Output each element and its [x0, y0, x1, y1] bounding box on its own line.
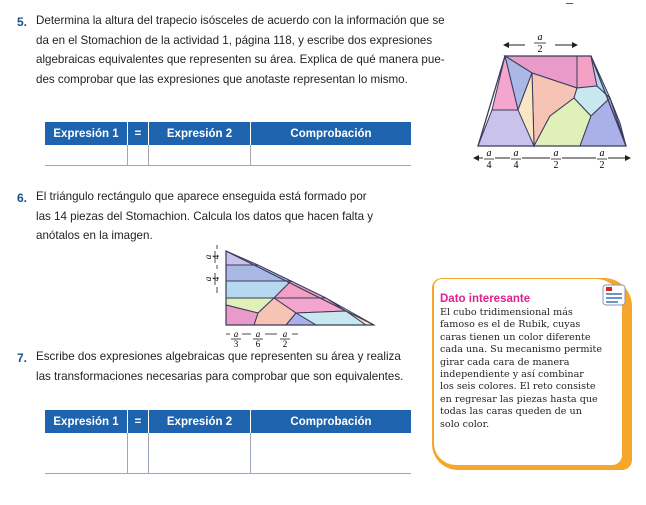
- trap-bottom-den-3: 2: [553, 160, 559, 171]
- trap-top-den: 2: [537, 44, 543, 55]
- trap-bottom-den-1: 4: [486, 160, 492, 171]
- trap-top-num: a: [537, 32, 543, 43]
- answer-cell-comprobacion[interactable]: [251, 145, 412, 166]
- dato-line: todas las caras queden de un: [440, 406, 582, 418]
- exercise-6-line: El triángulo rectángulo que aparece enseguida está formado por: [36, 190, 367, 203]
- header-comprobacion: Comprobación: [251, 122, 412, 145]
- exercise-5-line: des comprobar que las expresiones que anotaste representan lo mismo.: [36, 72, 408, 86]
- tri-left-num-1: a: [203, 254, 213, 260]
- answer-cell-expresion-2[interactable]: [149, 145, 251, 166]
- exercise-5-number: 5.: [17, 15, 28, 29]
- header-expresion-2: Expresión 2: [149, 410, 251, 433]
- exercise-6-line: anótalos en la imagen.: [36, 229, 153, 242]
- dato-line: independiente y así combinar: [440, 369, 584, 381]
- header-expresion-1: Expresión 1: [45, 122, 128, 145]
- tri-bottom-num-1: a: [233, 329, 239, 339]
- answer-cell-expresion-1[interactable]: [45, 145, 128, 166]
- tri-bottom-num-3: a: [282, 329, 288, 339]
- table-header-row: [45, 410, 411, 433]
- exercise-6-line: las 14 piezas del Stomachion. Calcula los datos que hacen falta y: [36, 209, 374, 223]
- tri-bottom-den-3: 2: [282, 339, 288, 349]
- header-expresion-2: Expresión 2: [149, 122, 251, 145]
- dato-line: los seis colores. El reto consiste: [440, 381, 596, 393]
- tri-left-den-1: 4: [211, 254, 221, 260]
- tri-bottom-num-2: a: [255, 329, 261, 339]
- trap-bottom-den-2: 4: [513, 160, 519, 171]
- corner-mark: [566, 3, 573, 4]
- exercise-5-line: da en el Stomachion de la actividad 1, página 118, y escribe dos expresiones: [36, 33, 433, 47]
- expression-table-2: [45, 410, 411, 474]
- header-comprobacion: Comprobación: [251, 410, 412, 433]
- trap-bottom-num-3: a: [553, 148, 559, 159]
- dato-interesante-title: Dato interesante: [440, 293, 531, 305]
- dato-interesante-box: [432, 278, 632, 470]
- answer-cell-equals: [128, 433, 149, 474]
- exercise-5-text: [36, 11, 476, 89]
- exercise-5-line: algebraicas equivalentes que representen su área. Explica de qué manera pue-: [36, 53, 445, 66]
- tri-left-num-2: a: [203, 276, 213, 282]
- tri-left-den-2: 4: [211, 276, 221, 282]
- dato-line: en regresar las piezas hasta que: [440, 393, 598, 405]
- stomachion-trapezoid-figure: [470, 28, 640, 178]
- trapezoid-bottom-dimensions: [474, 148, 630, 172]
- exercise-7-line: las transformaciones necesarias para comprobar que son equivalentes.: [36, 369, 404, 383]
- tri-bottom-den-1: 3: [233, 339, 239, 349]
- exercise-6-number: 6.: [17, 191, 28, 205]
- exercise-5-line: Determina la altura del trapecio isósceles de acuerdo con la información que se: [36, 14, 445, 27]
- tri-bottom-den-2: 6: [255, 339, 261, 349]
- dato-line: El cubo tridimensional más: [440, 307, 573, 318]
- header-expresion-1: Expresión 1: [45, 410, 128, 433]
- dato-line: caras tienen un color diferente: [440, 331, 591, 343]
- table-header-row: [45, 122, 411, 145]
- trap-bottom-den-4: 2: [599, 160, 605, 171]
- exercise-7-number: 7.: [17, 351, 28, 365]
- exercise-6-text: [36, 187, 426, 246]
- header-equals: =: [128, 122, 149, 145]
- answer-cell-equals: [128, 145, 149, 166]
- exercise-7-text: [36, 347, 436, 386]
- dato-line: cada una. Su mecanismo permite: [440, 344, 603, 356]
- dato-interesante-text: [440, 307, 616, 431]
- dato-line: solo color.: [440, 418, 490, 430]
- expression-table-1: [45, 122, 411, 166]
- table-answer-row[interactable]: [45, 433, 411, 474]
- exercise-7-line: Escribe dos expresiones algebraicas que representen su área y realiza: [36, 350, 401, 363]
- notepad-icon: [602, 284, 626, 306]
- dato-line: girar cada cara de manera: [440, 356, 570, 368]
- answer-cell-comprobacion[interactable]: [251, 433, 412, 474]
- dato-line: famoso es el de Rubik, cuyas: [440, 319, 581, 331]
- trap-bottom-num-1: a: [486, 148, 492, 159]
- trap-bottom-num-2: a: [513, 148, 519, 159]
- trapezoid-pieces: [478, 56, 626, 146]
- header-equals: =: [128, 410, 149, 433]
- stomachion-triangle-figure: [196, 243, 416, 353]
- answer-cell-expresion-1[interactable]: [45, 433, 128, 474]
- table-answer-row[interactable]: [45, 145, 411, 166]
- dato-interesante-inner: [434, 279, 622, 465]
- trap-bottom-num-4: a: [599, 148, 605, 159]
- answer-cell-expresion-2[interactable]: [149, 433, 251, 474]
